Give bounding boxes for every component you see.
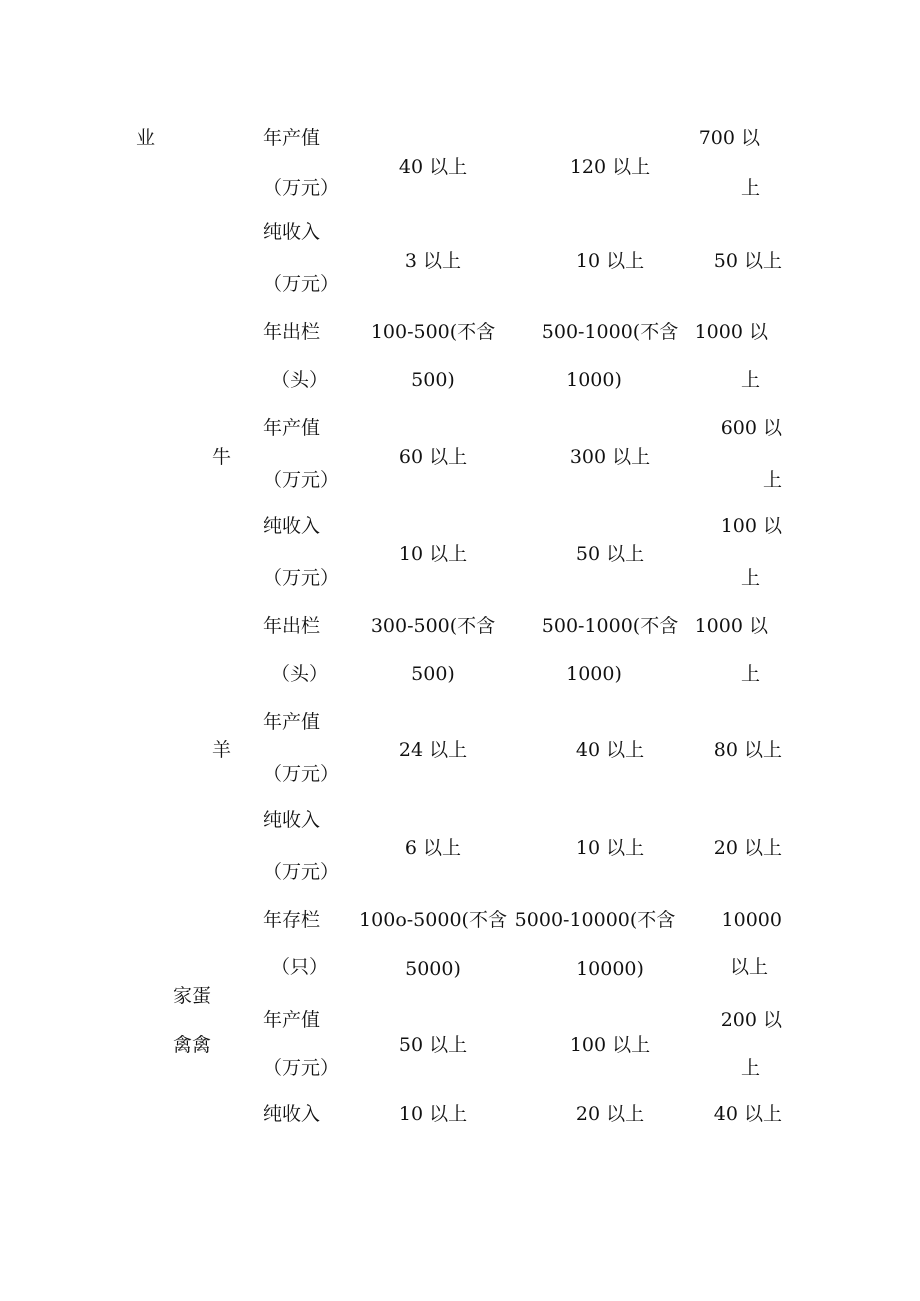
value-tier-3: 700 以 [698, 127, 760, 149]
value-tier-3: 200 以 [720, 1009, 782, 1031]
value-tier-3-cont: 上 [740, 663, 760, 685]
category-label-sheep: 羊 [212, 739, 232, 761]
value-tier-3: 80 以上 [713, 739, 782, 761]
value-tier-2-cont: 1000) [566, 369, 622, 391]
value-tier-3-cont: 上 [740, 369, 760, 391]
value-tier-3: 10000 [721, 909, 782, 931]
metric-label: 纯收入 [263, 1103, 321, 1125]
value-tier-3: 20 以上 [713, 837, 782, 859]
category-label-poultry-line2: 禽禽 [173, 1034, 212, 1056]
value-tier-2: 5000-10000(不含 [514, 909, 676, 931]
value-tier-3: 1000 以 [694, 321, 768, 343]
metric-unit: （只） [271, 956, 329, 978]
value-tier-3: 1000 以 [694, 615, 768, 637]
value-tier-3-cont: 上 [740, 177, 760, 199]
value-tier-3-cont: 以上 [729, 956, 768, 978]
metric-label: 年产值 [263, 417, 321, 439]
value-tier-2: 120 以上 [569, 156, 651, 178]
metric-label: 年产值 [263, 127, 321, 149]
value-tier-3-cont: 上 [740, 567, 760, 589]
value-tier-2: 40 以上 [575, 739, 645, 761]
metric-label: 纯收入 [263, 809, 321, 831]
value-tier-2-cont: 1000) [566, 663, 622, 685]
value-tier-2: 500-1000(不含 [541, 615, 679, 637]
value-tier-1: 60 以上 [398, 446, 468, 468]
value-tier-1-cont: 500) [411, 663, 455, 685]
value-tier-1: 40 以上 [398, 156, 468, 178]
metric-unit: （头） [271, 663, 329, 685]
metric-label: 年产值 [263, 1009, 321, 1031]
value-tier-3: 40 以上 [713, 1103, 782, 1125]
value-tier-1-cont: 500) [411, 369, 455, 391]
metric-unit: （万元） [263, 1057, 340, 1079]
value-tier-2-cont: 10000) [576, 958, 644, 980]
metric-label: 年产值 [263, 711, 321, 733]
value-tier-2: 10 以上 [575, 250, 645, 272]
value-tier-1: 50 以上 [398, 1034, 468, 1056]
value-tier-3-cont: 上 [740, 1057, 760, 1079]
category-label-poultry-line1: 家蛋 [173, 985, 212, 1007]
metric-label: 纯收入 [263, 221, 321, 243]
value-tier-2: 20 以上 [575, 1103, 645, 1125]
value-tier-2: 10 以上 [575, 837, 645, 859]
value-tier-1: 10 以上 [398, 543, 468, 565]
category-label-cattle: 牛 [212, 446, 232, 468]
metric-label: 纯收入 [263, 515, 321, 537]
metric-unit: （万元） [263, 763, 340, 785]
metric-unit: （万元） [263, 861, 340, 883]
metric-label: 年出栏 [263, 321, 321, 343]
value-tier-3: 600 以 [720, 417, 782, 439]
value-tier-1: 100-500(不含 [370, 321, 496, 343]
value-tier-1-cont: 5000) [405, 958, 461, 980]
value-tier-1: 24 以上 [398, 739, 468, 761]
value-tier-3-cont: 上 [762, 469, 782, 491]
value-tier-1: 100o-5000(不含 [359, 909, 507, 931]
value-tier-1: 300-500(不含 [370, 615, 496, 637]
value-tier-3: 100 以 [720, 515, 782, 537]
metric-unit: （万元） [263, 567, 340, 589]
metric-unit: （万元） [263, 469, 340, 491]
value-tier-1: 10 以上 [398, 1103, 468, 1125]
metric-label: 年存栏 [263, 909, 321, 931]
metric-label: 年出栏 [263, 615, 321, 637]
metric-unit: （万元） [263, 177, 340, 199]
value-tier-1: 3 以上 [404, 250, 462, 272]
value-tier-1: 6 以上 [404, 837, 462, 859]
metric-unit: （头） [271, 369, 329, 391]
value-tier-2: 50 以上 [575, 543, 645, 565]
value-tier-2: 300 以上 [569, 446, 651, 468]
value-tier-3: 50 以上 [713, 250, 782, 272]
metric-unit: （万元） [263, 273, 340, 295]
sector-label: 业 [136, 127, 156, 149]
value-tier-2: 100 以上 [569, 1034, 651, 1056]
value-tier-2: 500-1000(不含 [541, 321, 679, 343]
